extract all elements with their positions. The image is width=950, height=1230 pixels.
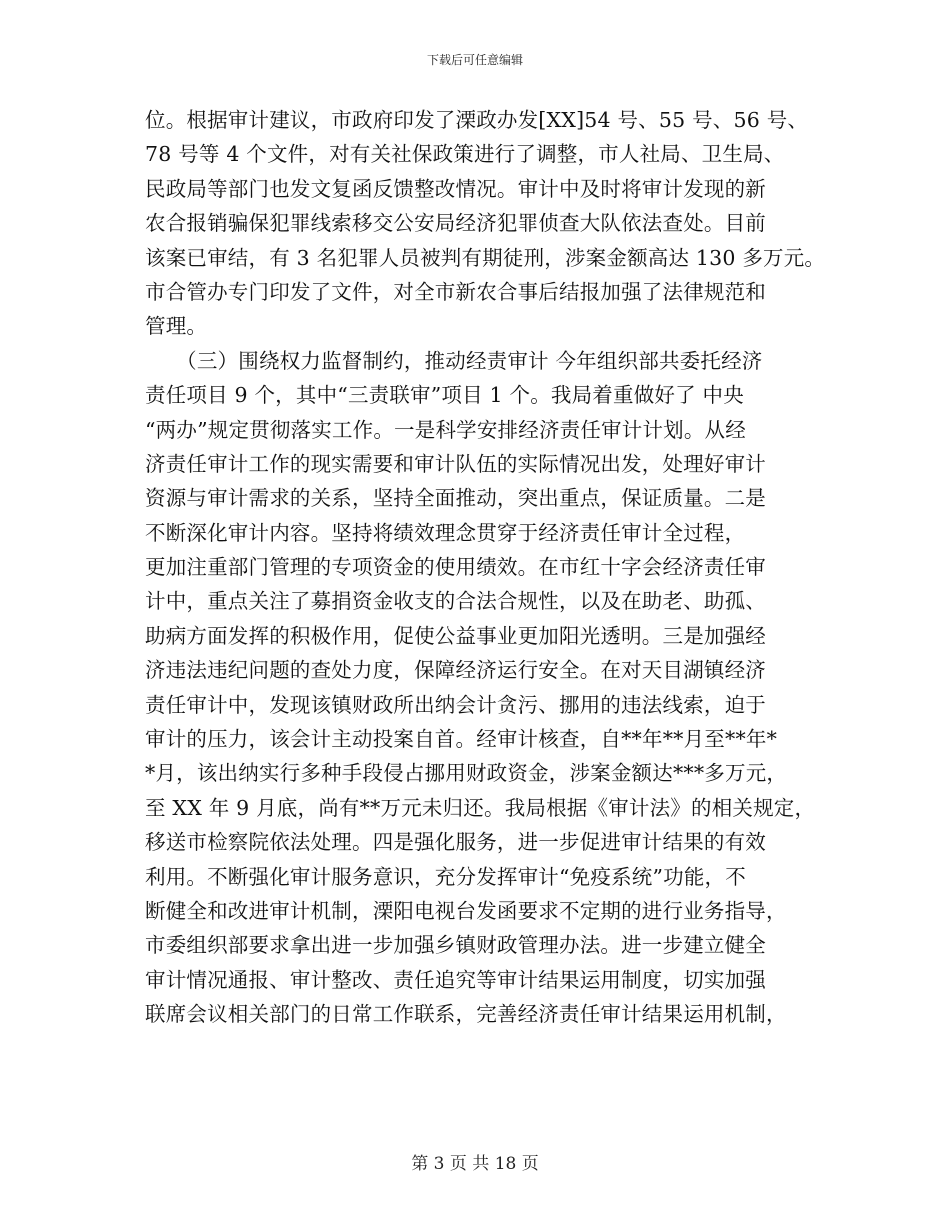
text-line: 市合管办专门印发了文件，对全市新农合事后结报加强了法律规范和 — [145, 279, 766, 304]
text-line: 民政局等部门也发文复函反馈整改情况。审计中及时将审计发现的新 — [145, 176, 766, 201]
text-line: 联席会议相关部门的日常工作联系，完善经济责任审计结果运用机制， — [145, 1002, 787, 1027]
page-header: 下载后可任意编辑 — [426, 53, 523, 67]
text-line: *月，该出纳实行多种手段侵占挪用财政资金，涉案金额达***多万元， — [145, 761, 788, 786]
text-line: 计中，重点关注了募捐资金收支的合法合规性，以及在助老、助孤、 — [145, 589, 766, 614]
text-line: 责任审计中，发现该镇财政所出纳会计贪污、挪用的违法线索，迫于 — [145, 692, 766, 717]
text-line: 利用。不断强化审计服务意识，充分发挥审计“免疫系统”功能，不 — [145, 864, 746, 889]
text-line: 更加注重部门管理的专项资金的使用绩效。在市红十字会经济责任审 — [145, 555, 766, 580]
text-line: 市委组织部要求拿出进一步加强乡镇财政管理办法。进一步建立健全 — [145, 933, 766, 958]
text-line: 审计情况通报、审计整改、责任追究等审计结果运用制度，切实加强 — [145, 967, 766, 992]
text-line: 该案已审结，有 3 名犯罪人员被判有期徒刑，涉案金额高达 130 多万元。 — [145, 245, 826, 270]
text-line: 责任项目 9 个，其中“三责联审”项目 1 个。我局着重做好了 中央 — [145, 383, 744, 408]
text-line: 管理。 — [145, 314, 208, 339]
text-line: 助病方面发挥的积极作用，促使公益事业更加阳光透明。三是加强经 — [145, 623, 766, 648]
text-line: 移送市检察院依法处理。四是强化服务，进一步促进审计结果的有效 — [145, 830, 766, 855]
text-line: 审计的压力，该会计主动投案自首。经审计核查，自**年**月至**年* — [145, 727, 778, 752]
text-line: 不断深化审计内容。坚持将绩效理念贯穿于经济责任审计全过程， — [145, 520, 746, 545]
text-line: “两办”规定贯彻落实工作。一是科学安排经济责任审计计划。从经 — [145, 417, 746, 442]
page-number-footer: 第 3 页 共 18 页 — [411, 1154, 539, 1174]
text-line: 农合报销骗保犯罪线索移交公安局经济犯罪侦查大队依法查处。目前 — [145, 211, 766, 236]
text-line: 位。根据审计建议，市政府印发了溧政办发[XX]54 号、55 号、56 号、 — [145, 108, 809, 132]
text-line: 济违法违纪问题的查处力度，保障经济运行安全。在对天目湖镇经济 — [145, 658, 766, 683]
text-line: 78 号等 4 个文件，对有关社保政策进行了调整，市人社局、卫生局、 — [145, 142, 785, 167]
text-line: （三）围绕权力监督制约，推动经责审计 今年组织部共委托经济 — [145, 348, 763, 373]
text-line: 资源与审计需求的关系，坚持全面推动，突出重点，保证质量。二是 — [145, 486, 766, 511]
text-line: 断健全和改进审计机制，溧阳电视台发函要求不定期的进行业务指导， — [145, 898, 787, 923]
text-line: 济责任审计工作的现实需要和审计队伍的实际情况出发，处理好审计 — [145, 451, 766, 476]
text-line: 至 XX 年 9 月底，尚有**万元未归还。我局根据《审计法》的相关规定， — [145, 795, 816, 820]
body-text — [145, 103, 845, 1032]
